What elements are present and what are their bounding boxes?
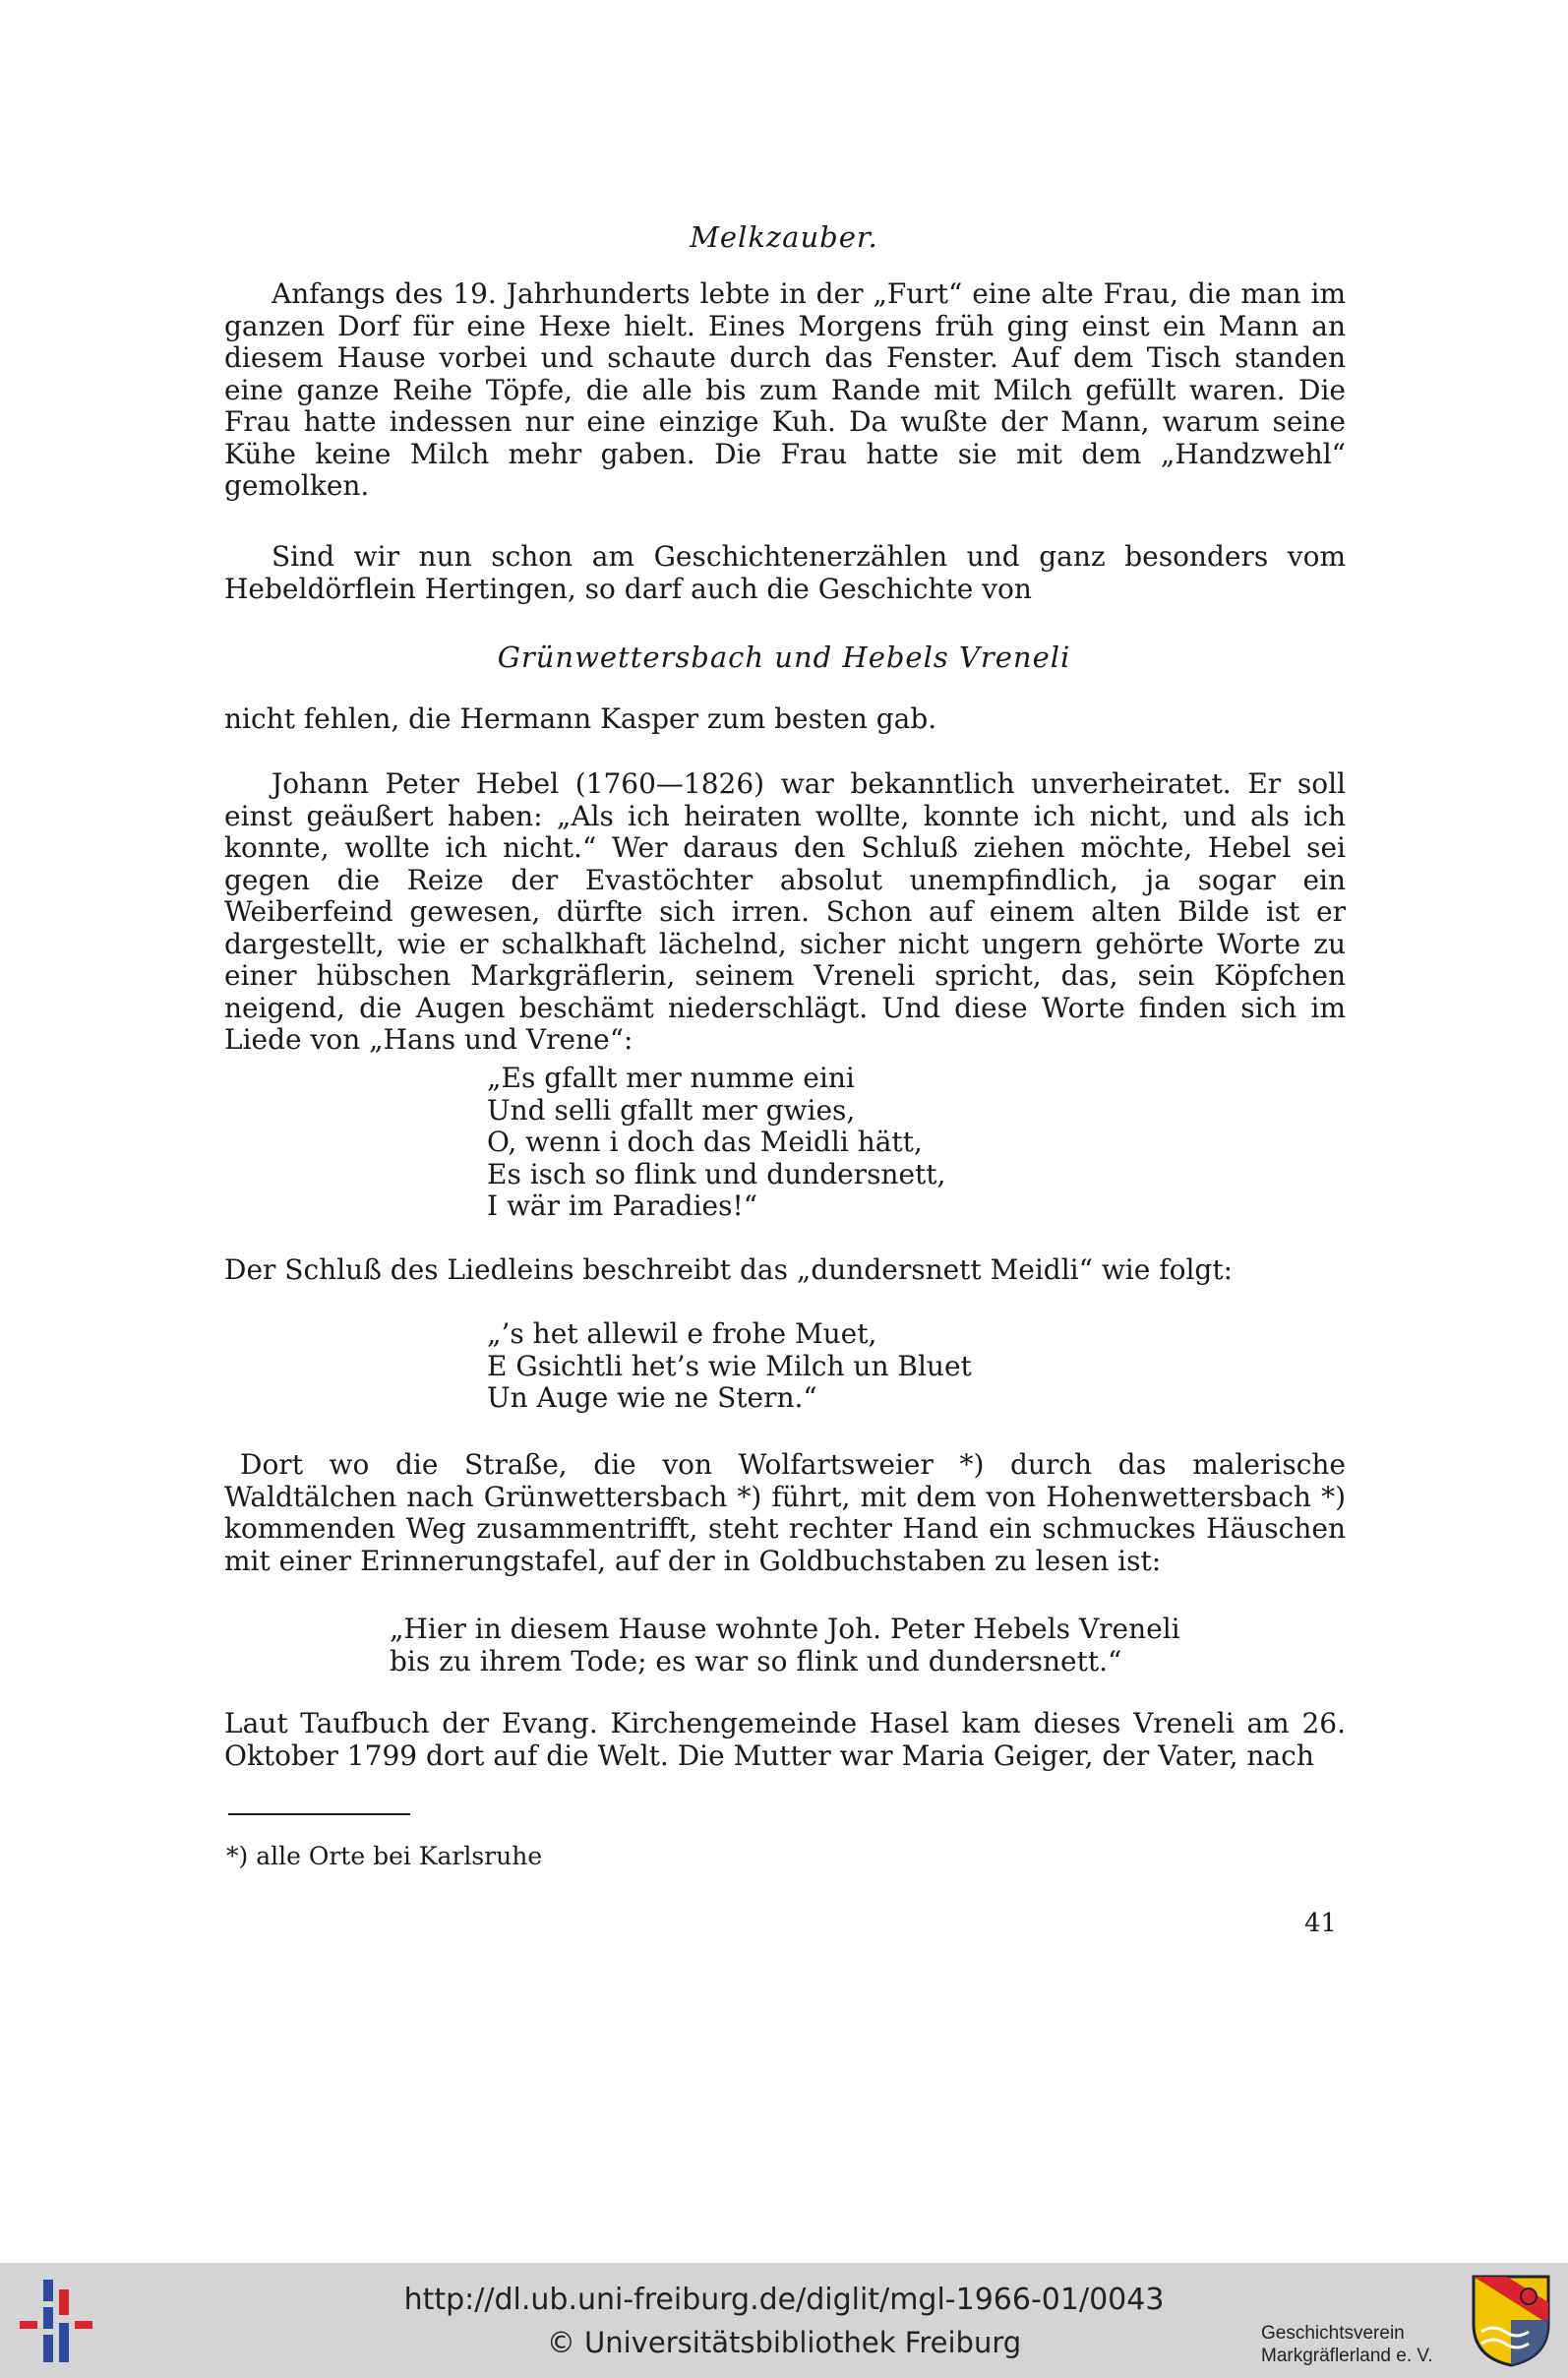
- poem-line: Es isch so flink und dundersnett,: [487, 1157, 946, 1190]
- viewer-footer: [0, 2263, 1568, 2378]
- paragraph-3: [224, 703, 1346, 736]
- paragraph-6-text: Dort wo die Straße, die von Wolfartsweier *) durch das malerische Waldtälchen nach Grünwettersbach *) führt, mit dem von Hohenwettersbach *) kommenden Weg zusammentrifft, steht rechter Hand ein schmuckes Häuschen mit einer Erinnerungstafel, auf der in Goldbuchstaben zu lesen ist:: [224, 1448, 1346, 1577]
- society-name: [1261, 2322, 1433, 2367]
- coat-of-arms-icon: [1470, 2273, 1552, 2367]
- poem-liedlein-ending: [487, 1318, 972, 1415]
- paragraph-5-text: Der Schluß des Liedleins beschreibt das „dundersnett Meidli“ wie folgt:: [224, 1253, 1234, 1286]
- footnote-divider: [228, 1813, 410, 1815]
- paragraph-7: [224, 1708, 1346, 1772]
- page-number: 41: [1304, 1909, 1338, 1938]
- document-url-link[interactable]: http://dl.ub.uni-freiburg.de/diglit/mgl-1966-01/0043: [403, 2283, 1165, 2317]
- footnote: *) alle Orte bei Karlsruhe: [226, 1842, 543, 1870]
- paragraph-4-text: Johann Peter Hebel (1760—1826) war bekanntlich unverheiratet. Er soll einst geäußert haben: „Als ich heiraten wollte, konnte ich nicht, und als ich konnte, wollte ich nicht.“ Wer daraus den Schluß ziehen möchte, Hebel sei gegen die Reize der Evastöchter absolut unempfindlich, ja sogar ein Weiberfeind gewesen, dürfte sich irren. Schon auf einem alten Bilde ist er dargestellt, wie er schalkhaft lächelnd, sicher nicht ungern gehörte Worte zu einer hübschen Markgräflerin, seinem Vreneli spricht, das, sein Köpfchen neigend, die Augen beschämt niederschlägt. Und diese Worte finden sich im Liede von „Hans und Vrene“:: [224, 767, 1346, 1056]
- poem-line: O, wenn i doch das Meidli hätt,: [487, 1126, 923, 1158]
- paragraph-1: [224, 278, 1346, 503]
- section-heading-vreneli: Grünwettersbach und Hebels Vreneli: [497, 640, 1071, 674]
- paragraph-6: [224, 1449, 1346, 1577]
- poem-line: I wär im Paradies!“: [487, 1189, 758, 1222]
- memorial-inscription: [390, 1614, 1180, 1677]
- poem-hans-und-vrene: [487, 1063, 945, 1223]
- inscription-line: bis zu ihrem Tode; es war so flink und dundersnett.“: [390, 1644, 1122, 1677]
- poem-line: „Es gfallt mer numme eini: [487, 1062, 855, 1094]
- inscription-line: „Hier in diesem Hause wohnte Joh. Peter Hebels Vreneli: [390, 1613, 1180, 1645]
- paragraph-7-text: Laut Taufbuch der Evang. Kirchengemeinde Hasel kam dieses Vreneli am 26. Oktober 1799 dort auf die Welt. Die Mutter war Maria Geiger, der Vater, nach: [224, 1707, 1346, 1772]
- paragraph-4: [224, 768, 1346, 1057]
- poem-line: „’s het allewil e frohe Muet,: [487, 1317, 877, 1350]
- poem-line: Un Auge wie ne Stern.“: [487, 1381, 817, 1414]
- paragraph-3-text: nicht fehlen, die Hermann Kasper zum besten gab.: [224, 702, 937, 735]
- paragraph-2: [224, 541, 1346, 605]
- society-line-2: Markgräflerland e. V.: [1261, 2346, 1433, 2366]
- paragraph-5: [224, 1254, 1346, 1287]
- paragraph-1-text: Anfangs des 19. Jahrhunderts lebte in der „Furt“ eine alte Frau, die man im ganzen Dorf für eine Hexe hielt. Eines Morgens früh ging einst ein Mann an diesem Hause vorbei und schaute durch das Fenster. Auf dem Tisch standen eine ganze Reihe Töpfe, die alle bis zum Rande mit Milch gefüllt waren. Die Frau hatte indessen nur eine einzige Kuh. Da wußte der Mann, warum seine Kühe keine Milch mehr gaben. Die Frau hatte sie mit dem „Handzwehl“ gemolken.: [224, 277, 1346, 502]
- paragraph-2-text: Sind wir nun schon am Geschichtenerzählen und ganz besonders vom Hebeldörflein Hertingen, so darf auch die Geschichte von: [224, 540, 1346, 605]
- copyright-notice: © Universitätsbibliothek Freiburg: [546, 2326, 1022, 2359]
- poem-line: Und selli gfallt mer gwies,: [487, 1093, 856, 1127]
- poem-line: E Gsichtli het’s wie Milch un Bluet: [487, 1349, 972, 1382]
- society-line-1: Geschichtsverein: [1261, 2323, 1405, 2344]
- section-heading-melkzauber: Melkzauber.: [690, 220, 878, 254]
